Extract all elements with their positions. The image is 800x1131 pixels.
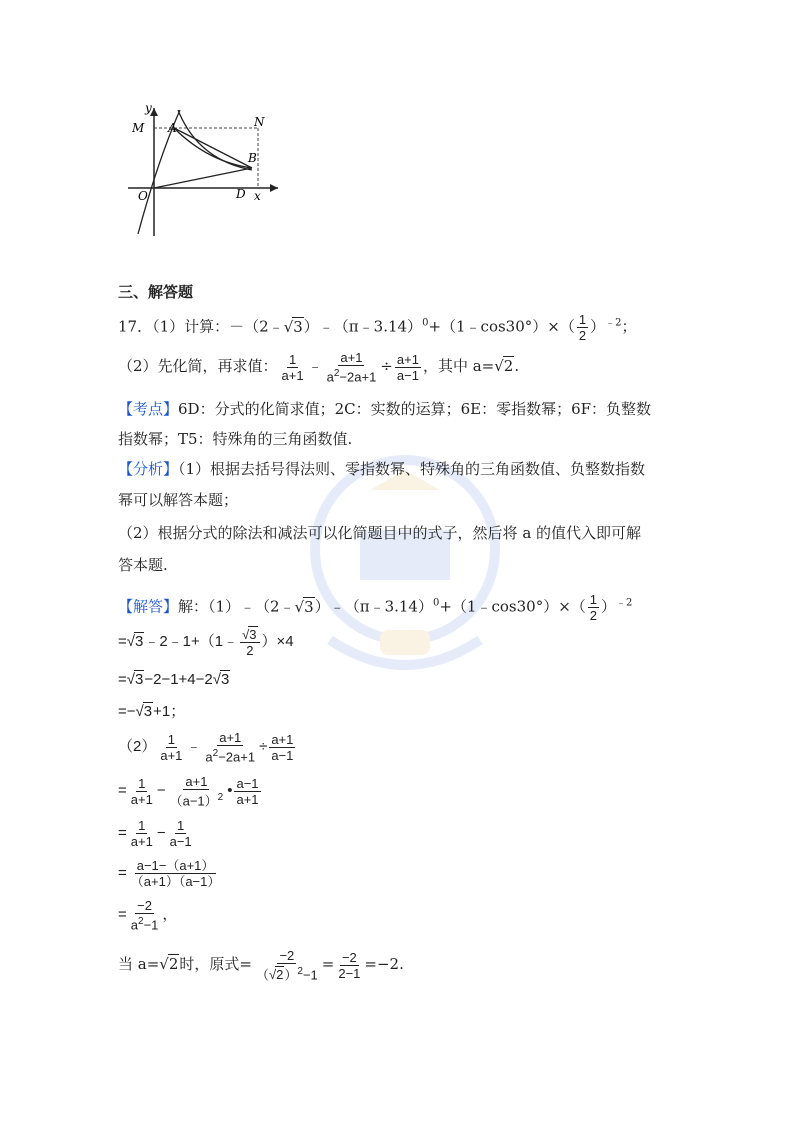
label-a: A <box>168 121 177 135</box>
sqrt-3: √3 <box>283 317 303 336</box>
jieda-line9: = $\frac{-2}{a^2-1}$ ， <box>118 898 178 933</box>
jieda-line7: = $\frac{1}{a+1}$ − $\frac{1}{a-1}$ <box>118 818 192 849</box>
fenxi-line1: 【分析】（1）根据去括号得法则、零指数幂、特殊角的三角函数值、负整数指数 <box>118 460 646 478</box>
hyperbola-curve <box>178 110 252 170</box>
jieda-line1: 【解答】解：（1）﹣（2﹣√3）﹣（π﹣3.14）$^0$+（1﹣cos30°）×（ $\frac{1}{2}$ ）$^{﹣2}$ <box>118 592 633 623</box>
label-b: B <box>248 151 257 165</box>
section-title: 三、解答题 <box>118 283 194 301</box>
label-n: N <box>254 115 265 129</box>
fenxi-line4: 答本题. <box>118 556 168 574</box>
q17-line1: 17．（1）计算：－（2﹣√3）﹣（π﹣3.14）$^0$+（1﹣cos30°）×（ $\frac{1}{2}$ ）$^{﹣2}$； <box>118 312 637 343</box>
jieda-line8: = $\frac{a-1-(a+1)}{(a+1)(a-1)}$ <box>118 858 221 889</box>
label-o: O <box>138 189 148 203</box>
jieda-line6: = $\frac{1}{a+1}$ − $\frac{a+1}{(a-1)^2}$ • $\frac{a-1}{a+1}$ <box>118 774 259 809</box>
segment-ob <box>154 168 252 188</box>
jieda-line4: =−√3+1； <box>118 703 186 720</box>
kaodian-line1: 【考点】6D：分式的化简求值；2C：实数的运算；6E：零指数幂；6F：负整数 <box>118 400 652 418</box>
kaodian-line2: 指数幂；T5：特殊角的三角函数值. <box>118 430 353 448</box>
coordinate-figure <box>118 100 288 240</box>
label-m: M <box>132 121 145 135</box>
fenxi-line3: （2）根据分式的除法和减法可以化简题目中的式子，然后将 a 的值代入即可解 <box>118 524 642 542</box>
label-x: x <box>254 189 261 203</box>
fenxi-line2: 幂可以解答本题； <box>118 491 239 509</box>
jieda-line10: 当 a=√2时，原式= $\frac{-2}{(√2)^2-1}$ = $\frac{-2}{2-1}$ =−2. <box>118 948 404 983</box>
label-y: y <box>145 101 152 115</box>
jieda-line2: =√3﹣2﹣1+（1﹣ $\frac{√3}{2}$ ）×4 <box>118 627 294 658</box>
segment-ab <box>174 128 252 168</box>
jieda-line5: （2） $\frac{1}{a+1}$ ﹣ $\frac{a+1}{a^2-2a+1}$ ÷ $\frac{a+1}{a-1}$ <box>118 730 294 765</box>
label-d: D <box>236 187 246 201</box>
jieda-line3: =√3−2−1+4−2√3 <box>118 671 230 688</box>
q17-line2: （2）先化简，再求值： $\frac{1}{a+1}$ ﹣ $\frac{a+1}{a^2-2a+1}$ ÷ $\frac{a+1}{a-1}$ ，其中 a=√2. <box>118 350 520 385</box>
fraction-half: $\frac{1}{2}$ <box>578 312 587 343</box>
